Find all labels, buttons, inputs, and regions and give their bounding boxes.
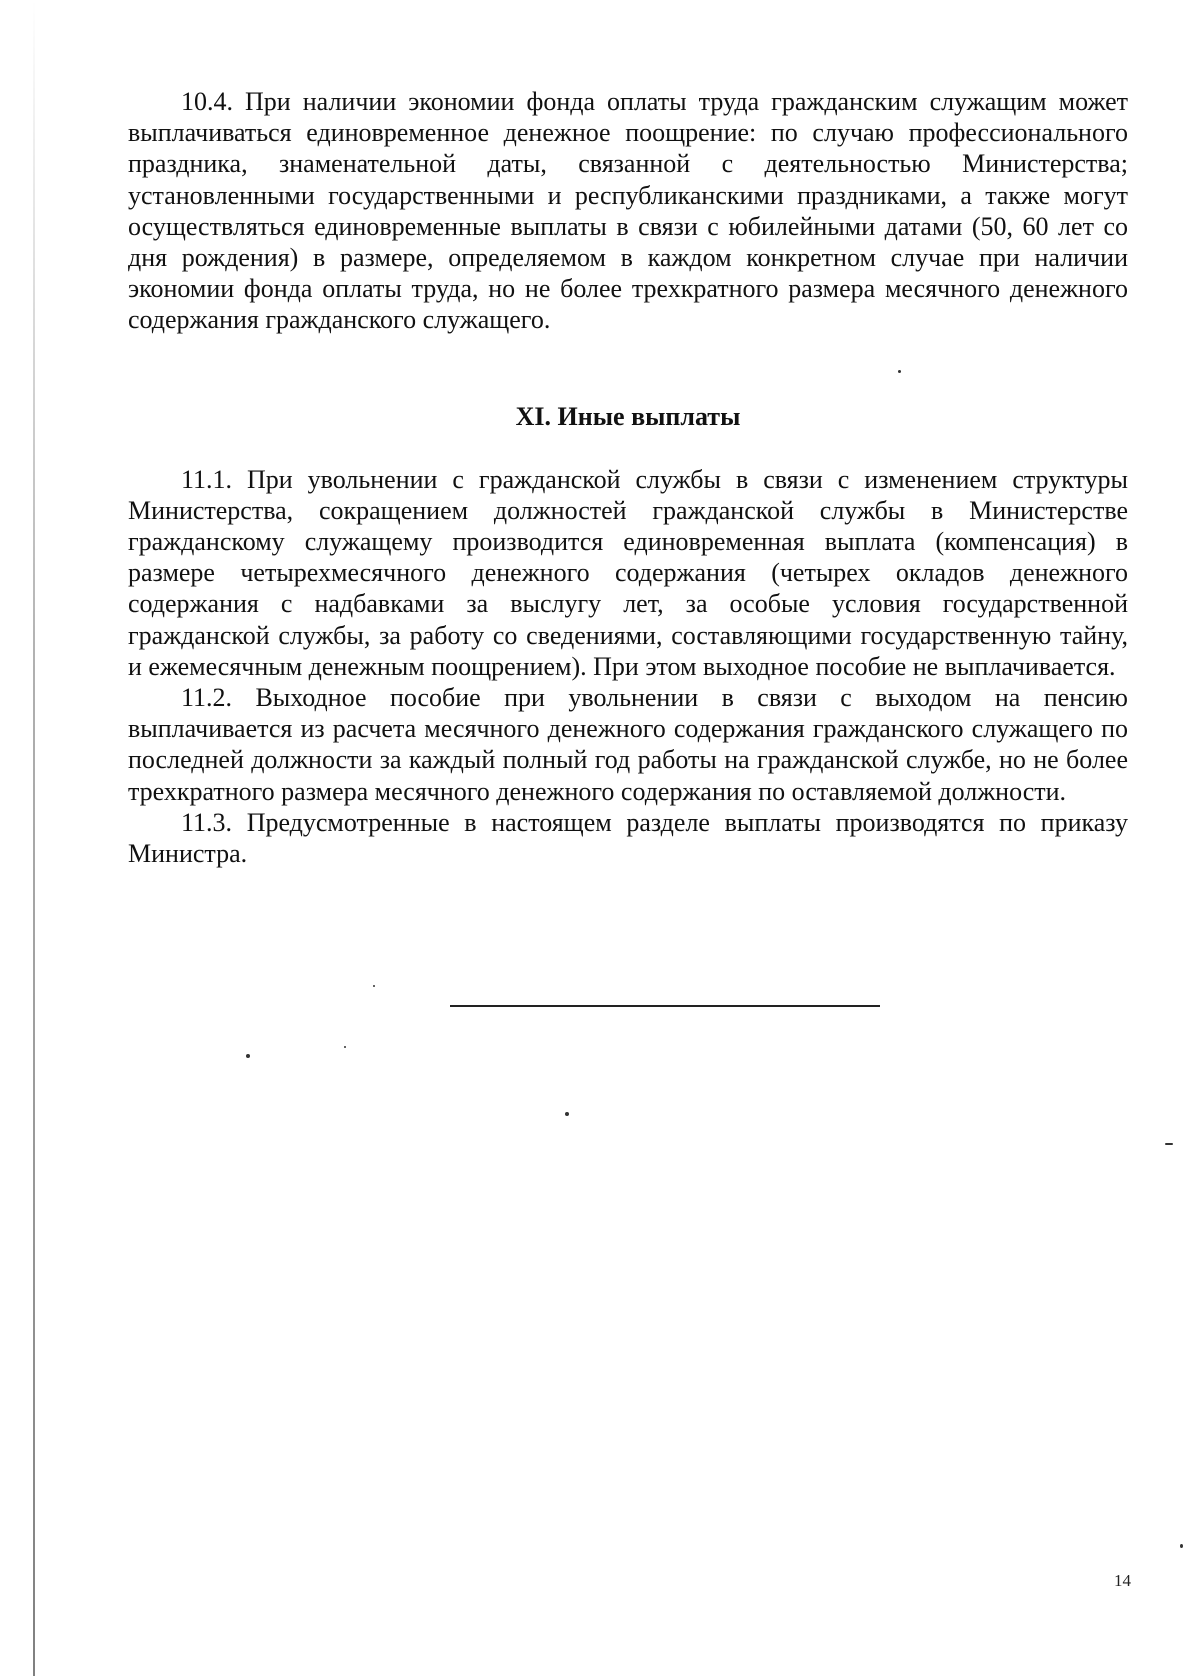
scan-edge-shadow [33, 0, 35, 1676]
scan-speck [344, 1046, 346, 1048]
paragraph-11-2: 11.2. Выходное пособие при увольнении в связи с выходом на пенсию выплачивается из расчета месячного денежного содержания гражданского служащего по последней должности за каждый полный год работы на гражданской службе, но не более трехкратного размера месячного денежного содержания по оставляемой должности. [128, 683, 1128, 806]
scan-speck [898, 370, 901, 373]
scan-speck [1165, 1143, 1173, 1145]
scan-speck [246, 1054, 250, 1058]
scan-speck [373, 985, 375, 987]
page-number: 14 [1114, 1571, 1131, 1590]
scan-speck [565, 1112, 569, 1116]
section-heading: XI. Иные выплаты [515, 401, 741, 431]
paragraph-11-3: 11.3. Предусмотренные в настоящем разделе выплаты производятся по приказу Министра. [128, 807, 1128, 869]
scan-speck [1180, 1544, 1183, 1548]
document-body [128, 86, 1128, 869]
end-separator-line [450, 1005, 880, 1007]
paragraph-11-1: 11.1. При увольнении с гражданской службы в связи с изменением структуры Министерства, сокращением должностей гражданской службы в Министерстве гражданскому служащему производится единовременная выплата (компенсация) в размере четырехмесячного денежного содержания (четырех окладов денежного содержания с надбавками за выслугу лет, за особые условия государственной гражданской службы, за работу со сведениями, составляющими государственную тайну, и ежемесячным денежным поощрением). При этом выходное пособие не выплачивается. [128, 464, 1128, 681]
paragraph-10-4: 10.4. При наличии экономии фонда оплаты труда гражданским служащим может выплачиваться единовременное денежное поощрение: по случаю профессионального праздника, знаменательной даты, связанной с деятельностью Министерства; установленными государственными и республиканскими праздниками, а также могут осуществляться единовременные выплаты в связи с юбилейными датами (50, 60 лет со дня рождения) в размере, определяемом в каждом конкретном случае при наличии экономии фонда оплаты труда, но не более трехкратного размера месячного денежного содержания гражданского служащего. [128, 87, 1128, 335]
